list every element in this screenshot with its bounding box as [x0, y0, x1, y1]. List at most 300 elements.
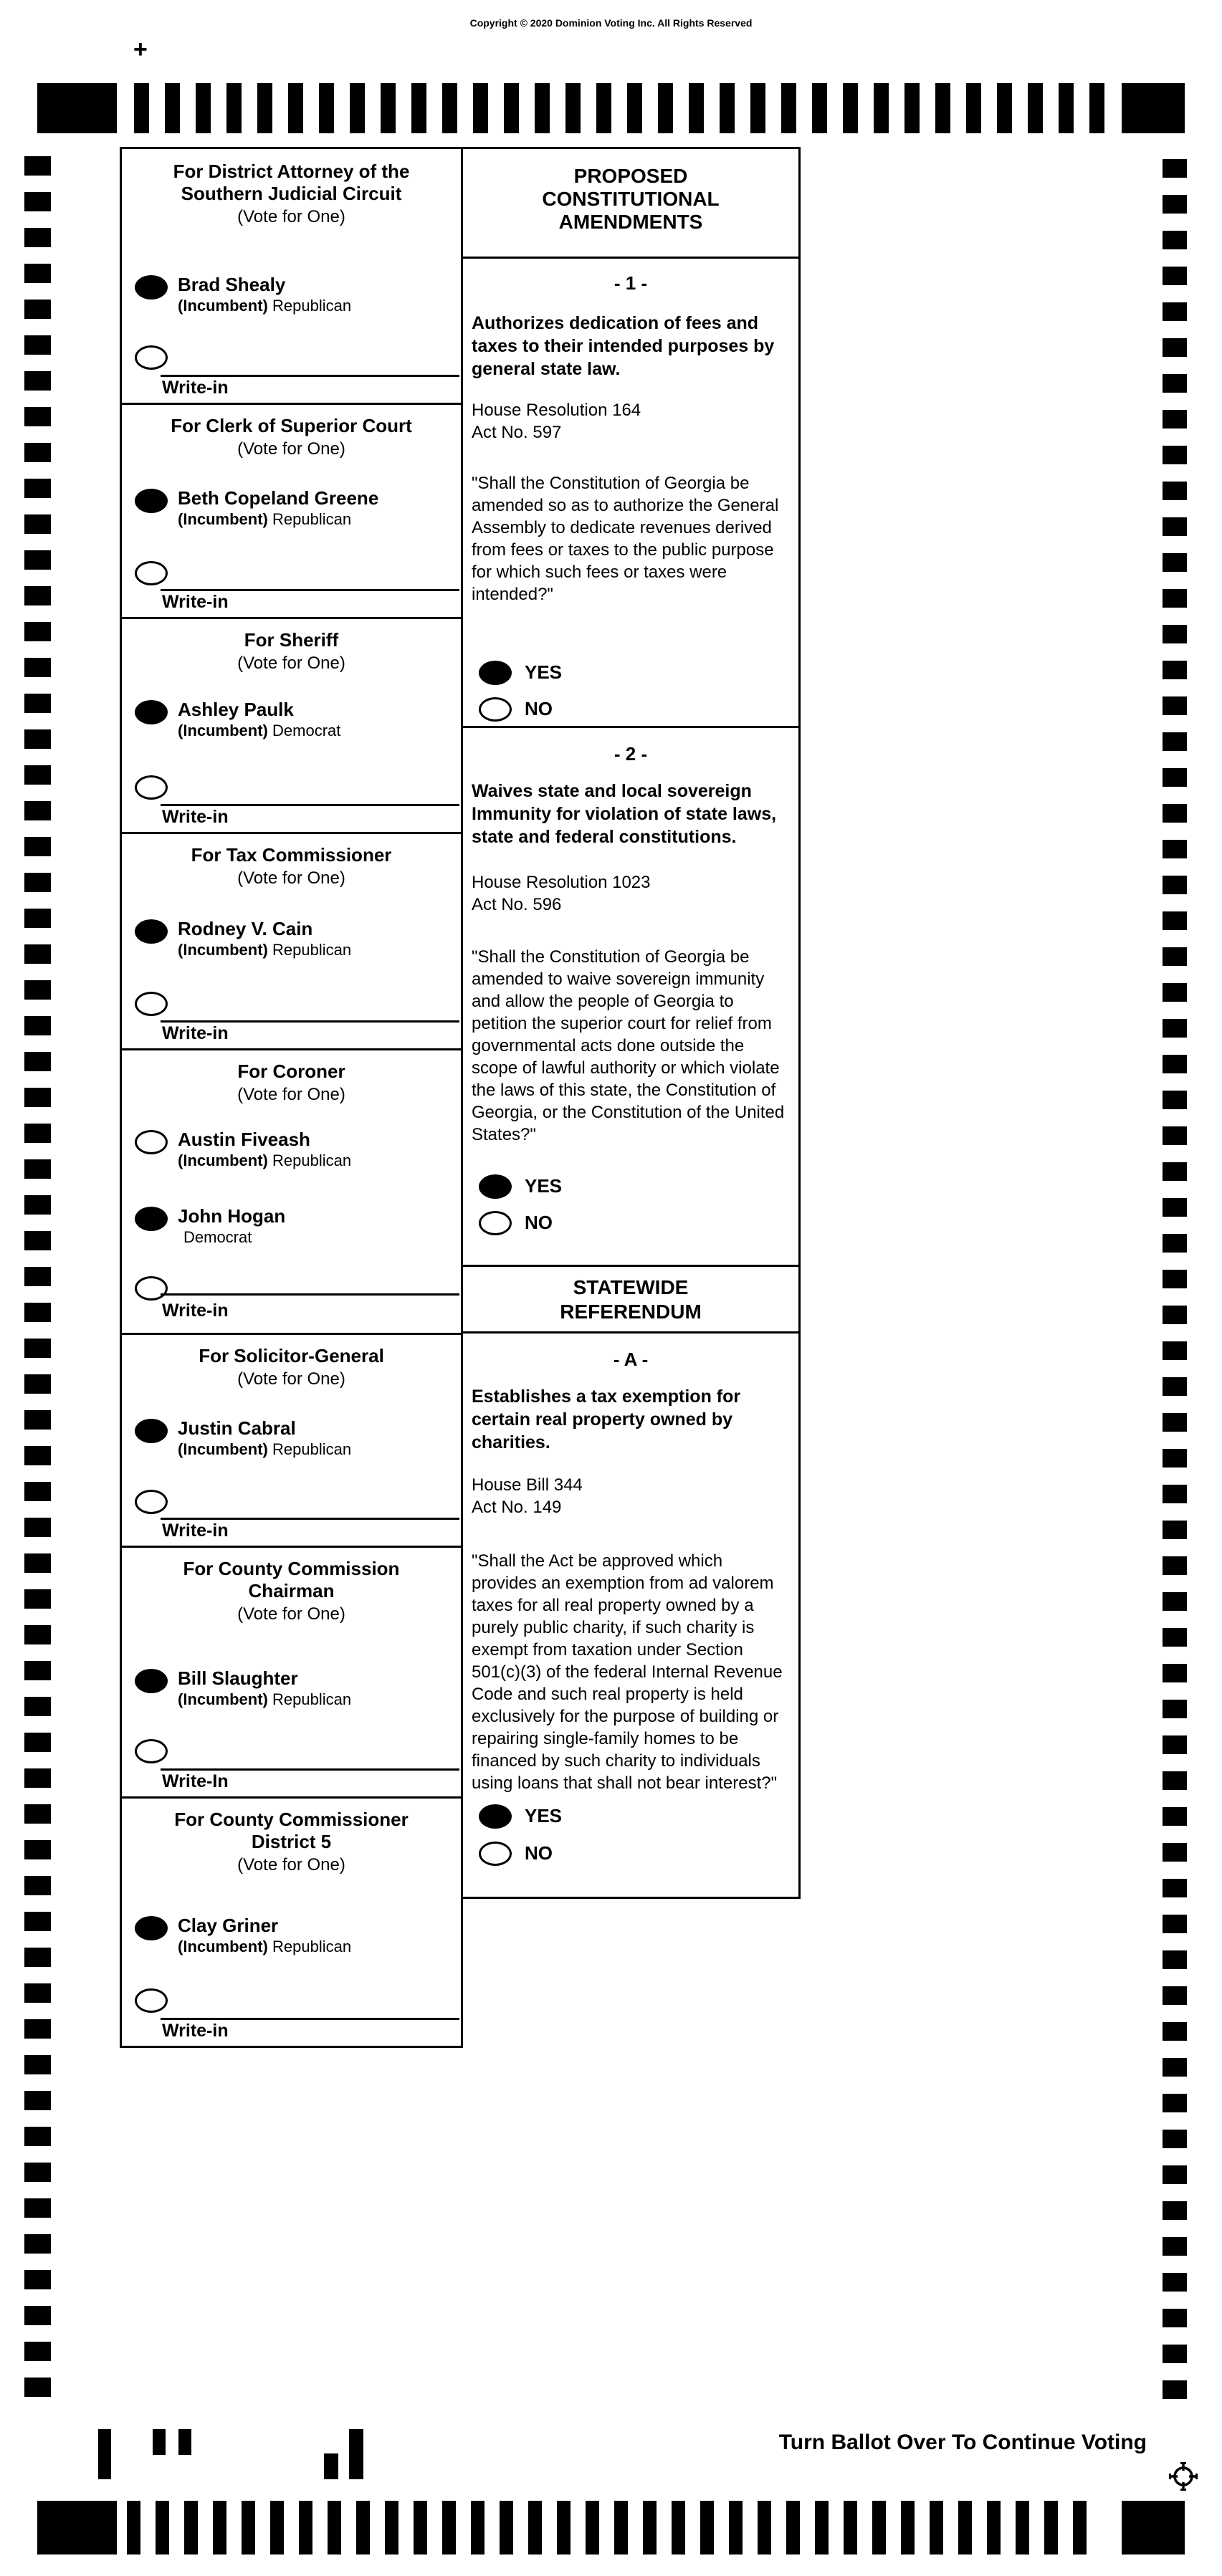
referendum-header: STATEWIDE REFERENDUM [560, 1276, 702, 1323]
timing-square [1163, 2130, 1187, 2148]
ballot-id-mark [153, 2429, 166, 2455]
write-in-line[interactable] [161, 1020, 459, 1023]
no-oval[interactable] [479, 697, 512, 722]
timing-bar [672, 2501, 685, 2555]
timing-bar [1016, 2501, 1029, 2555]
timing-square [24, 1482, 51, 1501]
yes-row [479, 1173, 798, 1199]
timing-square [1163, 625, 1187, 643]
timing-bar [586, 2501, 599, 2555]
timing-square [1163, 1091, 1187, 1109]
timing-square [1163, 1664, 1187, 1682]
timing-bar [758, 2501, 771, 2555]
write-in-oval[interactable] [135, 775, 168, 800]
timing-square [24, 550, 51, 570]
timing-block [37, 83, 117, 133]
timing-square [24, 1768, 51, 1788]
measure-resolution: House Resolution 1023 [472, 873, 651, 892]
no-row [479, 696, 798, 722]
measure-summary: Waives state and local sovereign Immunity for violation of state laws, state and federal constitutions. [472, 781, 777, 847]
timing-square [1163, 661, 1187, 679]
timing-bar [381, 83, 396, 133]
timing-square [1163, 2094, 1187, 2112]
timing-square [24, 1410, 51, 1430]
timing-square [1163, 1270, 1187, 1288]
timing-square [1163, 2201, 1187, 2220]
timing-square [1163, 2165, 1187, 2184]
timing-bar [1044, 2501, 1058, 2555]
timing-bar [844, 2501, 857, 2555]
timing-square [1163, 159, 1187, 178]
timing-square [24, 1303, 51, 1322]
timing-square [24, 622, 51, 641]
timing-bar [786, 2501, 800, 2555]
candidate-name: Justin Cabral [178, 1417, 296, 1439]
crosshair-registration-icon [1167, 2460, 1200, 2496]
candidate-row [135, 487, 461, 529]
timing-bar [1073, 2501, 1087, 2555]
ballot-id-mark [98, 2429, 111, 2479]
timing-bar [930, 2501, 943, 2555]
timing-square [24, 658, 51, 677]
timing-bar [904, 83, 920, 133]
timing-square [1163, 410, 1187, 428]
candidate-row [135, 1667, 461, 1709]
party-label: Republican [272, 941, 352, 959]
timing-square [24, 335, 51, 355]
timing-square [24, 1124, 51, 1143]
amendments-header-box [461, 147, 801, 259]
timing-bar [966, 83, 981, 133]
timing-square [24, 944, 51, 964]
timing-square [1163, 1126, 1187, 1145]
contest-box-sheriff [120, 617, 463, 834]
timing-bar [257, 83, 272, 133]
no-oval[interactable] [479, 1211, 512, 1235]
amendments-header: PROPOSED CONSTITUTIONAL AMENDMENTS [542, 165, 720, 233]
timing-square [24, 1374, 51, 1394]
party-label: Democrat [272, 722, 341, 739]
timing-bar [414, 2501, 427, 2555]
timing-bar [156, 2501, 169, 2555]
timing-bar [997, 83, 1012, 133]
timing-square [1163, 1628, 1187, 1647]
write-in-label: Write-in [162, 378, 229, 398]
yes-label: YES [525, 661, 563, 683]
timing-bar [385, 2501, 398, 2555]
contest-instruction: (Vote for One) [237, 439, 345, 459]
party-label: Republican [272, 1151, 352, 1169]
timing-bar [288, 83, 303, 133]
timing-square [1163, 1019, 1187, 1038]
timing-square [1163, 553, 1187, 572]
write-in-oval[interactable] [135, 561, 168, 585]
timing-square [1163, 1055, 1187, 1073]
timing-bar [1028, 83, 1043, 133]
timing-square [1163, 1198, 1187, 1217]
timing-bar [700, 2501, 714, 2555]
amendment-2-box [461, 726, 801, 1267]
timing-square [1163, 517, 1187, 536]
timing-square [1163, 1843, 1187, 1862]
timing-bar [815, 2501, 829, 2555]
timing-bar [874, 83, 889, 133]
timing-square [24, 1804, 51, 1824]
timing-square [24, 300, 51, 319]
timing-square [24, 407, 51, 426]
party-label: Democrat [183, 1228, 252, 1246]
timing-bar [843, 83, 858, 133]
no-label: NO [525, 697, 553, 719]
candidate-party [178, 510, 378, 529]
candidate-name: Bill Slaughter [178, 1667, 298, 1689]
write-in-label: Write-in [162, 1023, 229, 1043]
no-label: NO [525, 1211, 553, 1233]
timing-square [24, 2198, 51, 2218]
candidate-row [135, 1205, 461, 1247]
candidate-oval[interactable] [135, 700, 168, 724]
timing-square [24, 1697, 51, 1716]
timing-block [1122, 83, 1185, 133]
timing-square [24, 192, 51, 211]
candidate-party [178, 1938, 351, 1956]
candidate-party [178, 941, 351, 959]
candidate-name: Beth Copeland Greene [178, 487, 379, 509]
candidate-row [135, 699, 461, 740]
timing-square [24, 1231, 51, 1250]
timing-bar [1059, 83, 1074, 133]
plus-registration-mark: + [133, 36, 148, 63]
write-in-oval[interactable] [135, 1276, 168, 1301]
contest-title: For Clerk of Superior Court [171, 415, 412, 436]
timing-square [24, 1339, 51, 1358]
write-in-label: Write-in [162, 807, 229, 827]
write-in-oval[interactable] [135, 1988, 168, 2013]
timing-square [1163, 1735, 1187, 1754]
contest-instruction: (Vote for One) [237, 1085, 345, 1104]
party-label: Republican [272, 297, 352, 315]
timing-square [24, 1267, 51, 1286]
timing-bar [614, 2501, 628, 2555]
candidate-name: Clay Griner [178, 1915, 279, 1936]
timing-square [1163, 1700, 1187, 1718]
write-in-line[interactable] [161, 2018, 459, 2020]
candidate-row [135, 1417, 461, 1459]
timing-block [37, 2501, 117, 2555]
write-in-oval[interactable] [135, 1490, 168, 1514]
timing-square [1163, 696, 1187, 715]
timing-square [24, 694, 51, 713]
copyright-text: Copyright © 2020 Dominion Voting Inc. All Rights Reserved [469, 17, 753, 29]
write-in-line[interactable] [161, 1768, 459, 1771]
timing-square [24, 1840, 51, 1859]
timing-bar [127, 2501, 140, 2555]
contest-instruction: (Vote for One) [237, 868, 345, 888]
timing-square [24, 1518, 51, 1537]
yes-oval[interactable] [479, 1804, 512, 1829]
timing-bar [1089, 83, 1104, 133]
timing-bar [350, 83, 365, 133]
incumbent-label: (Incumbent) [178, 1938, 268, 1955]
timing-bar [213, 2501, 226, 2555]
timing-bar [528, 2501, 542, 2555]
no-row [479, 1210, 798, 1235]
timing-square [1163, 1449, 1187, 1467]
candidate-oval[interactable] [135, 275, 168, 300]
timing-bar [442, 2501, 456, 2555]
write-in-label: Write-in [162, 2021, 229, 2041]
timing-bar [958, 2501, 972, 2555]
timing-square [24, 371, 51, 391]
measure-act-number: Act No. 597 [472, 423, 562, 442]
candidate-oval[interactable] [135, 489, 168, 513]
write-in-oval[interactable] [135, 992, 168, 1016]
contest-instruction: (Vote for One) [237, 1855, 345, 1874]
timing-bar [270, 2501, 284, 2555]
yes-row [479, 659, 798, 685]
timing-square [1163, 876, 1187, 894]
timing-square [1163, 1915, 1187, 1933]
ballot-id-mark [178, 2429, 191, 2455]
timing-square [24, 1661, 51, 1680]
timing-square [24, 2342, 51, 2361]
timing-square [24, 2019, 51, 2039]
timing-bar [165, 83, 180, 133]
no-row [479, 1840, 798, 1866]
party-label: Republican [272, 510, 352, 528]
candidate-name: John Hogan [178, 1205, 286, 1227]
measure-summary: Authorizes dedication of fees and taxes to their intended purposes by general state law. [472, 313, 775, 379]
timing-square [1163, 2380, 1187, 2399]
timing-square [1163, 1485, 1187, 1503]
timing-square [1163, 267, 1187, 285]
timing-square [1163, 374, 1187, 393]
contest-instruction: (Vote for One) [237, 653, 345, 673]
timing-square [1163, 446, 1187, 464]
measure-question: "Shall the Constitution of Georgia be amended so as to authorize the General Assembly to dedicate revenues derived from fees or taxes to the public purpose for which such fees or taxes were intended?" [472, 474, 779, 604]
candidate-row [135, 918, 461, 959]
timing-bar [596, 83, 611, 133]
timing-square [24, 765, 51, 785]
contest-title: For Coroner [237, 1060, 345, 1082]
timing-square [24, 1983, 51, 2003]
write-in-row [135, 990, 461, 1016]
ballot-id-label: 20 [352, 2442, 364, 2455]
contest-instruction: (Vote for One) [237, 1604, 345, 1624]
contest-box-clerk-superior-court [120, 403, 463, 619]
timing-square [24, 1088, 51, 1107]
timing-square [1163, 195, 1187, 214]
contest-title: For Sheriff [244, 629, 339, 651]
candidate-name: Brad Shealy [178, 274, 286, 295]
write-in-label: Write-In [162, 1771, 229, 1791]
yes-row [479, 1803, 798, 1829]
timing-bar [565, 83, 581, 133]
candidate-oval[interactable] [135, 1916, 168, 1940]
timing-square [1163, 1556, 1187, 1575]
timing-bar [356, 2501, 370, 2555]
timing-bar [471, 2501, 484, 2555]
timing-square [24, 2127, 51, 2146]
write-in-row [135, 1987, 461, 2013]
timing-bar [442, 83, 457, 133]
timing-square [1163, 2237, 1187, 2256]
measure-act-number: Act No. 149 [472, 1498, 562, 1517]
timing-bar [500, 2501, 513, 2555]
timing-bar [781, 83, 796, 133]
timing-square [1163, 231, 1187, 249]
candidate-party [178, 1228, 285, 1247]
timing-bar [627, 83, 642, 133]
timing-square [24, 1948, 51, 1967]
contest-title: For Tax Commissioner [191, 844, 392, 866]
timing-square [1163, 983, 1187, 1002]
contest-box-solicitor-general [120, 1333, 463, 1548]
write-in-row [135, 344, 461, 370]
measure-letter: - A - [613, 1349, 649, 1370]
timing-square [24, 801, 51, 820]
candidate-row [135, 1915, 461, 1956]
timing-square [24, 2306, 51, 2325]
contest-instruction: (Vote for One) [237, 207, 345, 226]
timing-bar [226, 83, 242, 133]
yes-oval[interactable] [479, 661, 512, 685]
timing-square [1163, 1521, 1187, 1539]
timing-bar [299, 2501, 312, 2555]
contest-title: For Solicitor-General [199, 1345, 384, 1366]
referendum-a-box [461, 1331, 801, 1899]
timing-square [24, 909, 51, 928]
party-label: Republican [272, 1690, 352, 1708]
timing-square [24, 2234, 51, 2254]
timing-square [24, 264, 51, 283]
write-in-line[interactable] [161, 1293, 459, 1296]
incumbent-label: (Incumbent) [178, 1151, 268, 1169]
timing-bar [411, 83, 426, 133]
candidate-oval[interactable] [135, 1669, 168, 1693]
timing-square [1163, 1986, 1187, 2005]
timing-bar [935, 83, 950, 133]
timing-square [1163, 482, 1187, 500]
timing-bar [872, 2501, 886, 2555]
contest-title: For County Commission Chairman [183, 1558, 400, 1601]
timing-bar [643, 2501, 657, 2555]
timing-square [1163, 1771, 1187, 1790]
timing-bar [720, 83, 735, 133]
timing-square [24, 1625, 51, 1644]
contest-box-district-attorney [120, 147, 463, 405]
measure-question: "Shall the Constitution of Georgia be amended to waive sovereign immunity and allow the people of Georgia to petition the superior court for relief from governmental acts done outside the scope of lawful authority or which violate the laws of this state, the Constitution of Georgia, or the Constitution of the United States?" [472, 947, 785, 1144]
no-label: NO [525, 1842, 553, 1864]
yes-label: YES [525, 1174, 563, 1197]
contest-box-coroner [120, 1048, 463, 1335]
contest-box-county-commission-chairman [120, 1546, 463, 1799]
timing-square [1163, 1879, 1187, 1897]
timing-block [1122, 2501, 1185, 2555]
timing-square [24, 1912, 51, 1931]
timing-square [1163, 302, 1187, 321]
measure-number: - 1 - [614, 272, 648, 294]
timing-square [1163, 1807, 1187, 1826]
write-in-line[interactable] [161, 804, 459, 806]
candidate-party [178, 1151, 351, 1170]
candidate-oval[interactable] [135, 1419, 168, 1443]
timing-bar [557, 2501, 571, 2555]
timing-square [1163, 1341, 1187, 1360]
write-in-line[interactable] [161, 1518, 459, 1520]
timing-bar [242, 2501, 255, 2555]
write-in-oval[interactable] [135, 345, 168, 370]
write-in-row [135, 1275, 461, 1301]
write-in-line[interactable] [161, 375, 459, 377]
timing-square [24, 2270, 51, 2289]
turn-ballot-over-text: Turn Ballot Over To Continue Voting [778, 2431, 1147, 2454]
timing-bar [504, 83, 519, 133]
incumbent-label: (Incumbent) [178, 297, 268, 315]
timing-square [1163, 732, 1187, 751]
timing-bar [473, 83, 488, 133]
timing-bar [328, 2501, 341, 2555]
timing-square [1163, 338, 1187, 357]
timing-bar [658, 83, 673, 133]
timing-square [24, 1016, 51, 1035]
referendum-header-box [461, 1265, 801, 1334]
measure-question: "Shall the Act be approved which provides an exemption from ad valorem taxes for all real property owned by a purely public charity, if such charity is exempt from taxation under Section 501(c)(3) of the federal Internal Revenue Code and such real property is held exclusively for the purpose of building or repairing single-family homes to be financed by such charity to individuals using loans that shall not bear interest?" [472, 1551, 783, 1793]
candidate-party [178, 297, 351, 315]
timing-square [1163, 768, 1187, 787]
timing-bar [987, 2501, 1001, 2555]
timing-square [24, 2091, 51, 2110]
timing-bar [750, 83, 765, 133]
candidate-oval[interactable] [135, 1130, 168, 1154]
timing-square [24, 873, 51, 892]
timing-square [24, 1446, 51, 1465]
contest-instruction: (Vote for One) [237, 1369, 345, 1389]
write-in-label: Write-in [162, 1301, 229, 1321]
yes-oval[interactable] [479, 1174, 512, 1199]
write-in-line[interactable] [161, 589, 459, 591]
timing-square [1163, 589, 1187, 608]
timing-square [24, 1159, 51, 1179]
measure-resolution: House Resolution 164 [472, 401, 641, 420]
incumbent-label: (Incumbent) [178, 722, 268, 739]
candidate-oval[interactable] [135, 919, 168, 944]
timing-square [24, 1195, 51, 1215]
timing-square [24, 1589, 51, 1609]
party-label: Republican [272, 1440, 352, 1458]
timing-square [1163, 804, 1187, 823]
no-oval[interactable] [479, 1842, 512, 1866]
incumbent-label: (Incumbent) [178, 941, 268, 959]
write-in-oval[interactable] [135, 1739, 168, 1763]
amendment-1-box [461, 257, 801, 728]
candidate-oval[interactable] [135, 1207, 168, 1231]
timing-square [24, 837, 51, 856]
candidate-name: Ashley Paulk [178, 699, 294, 720]
timing-square [1163, 2309, 1187, 2327]
timing-square [1163, 1592, 1187, 1611]
measure-summary: Establishes a tax exemption for certain real property owned by charities. [472, 1387, 741, 1452]
timing-square [24, 2378, 51, 2397]
measure-number: - 2 - [614, 743, 648, 765]
write-in-row [135, 1488, 461, 1514]
timing-square [24, 228, 51, 247]
contest-title: For District Attorney of the Southern Judicial Circuit [173, 161, 410, 204]
contest-title: For County Commissioner District 5 [174, 1809, 409, 1852]
write-in-row [135, 560, 461, 585]
yes-label: YES [525, 1804, 563, 1826]
timing-square [24, 1876, 51, 1895]
